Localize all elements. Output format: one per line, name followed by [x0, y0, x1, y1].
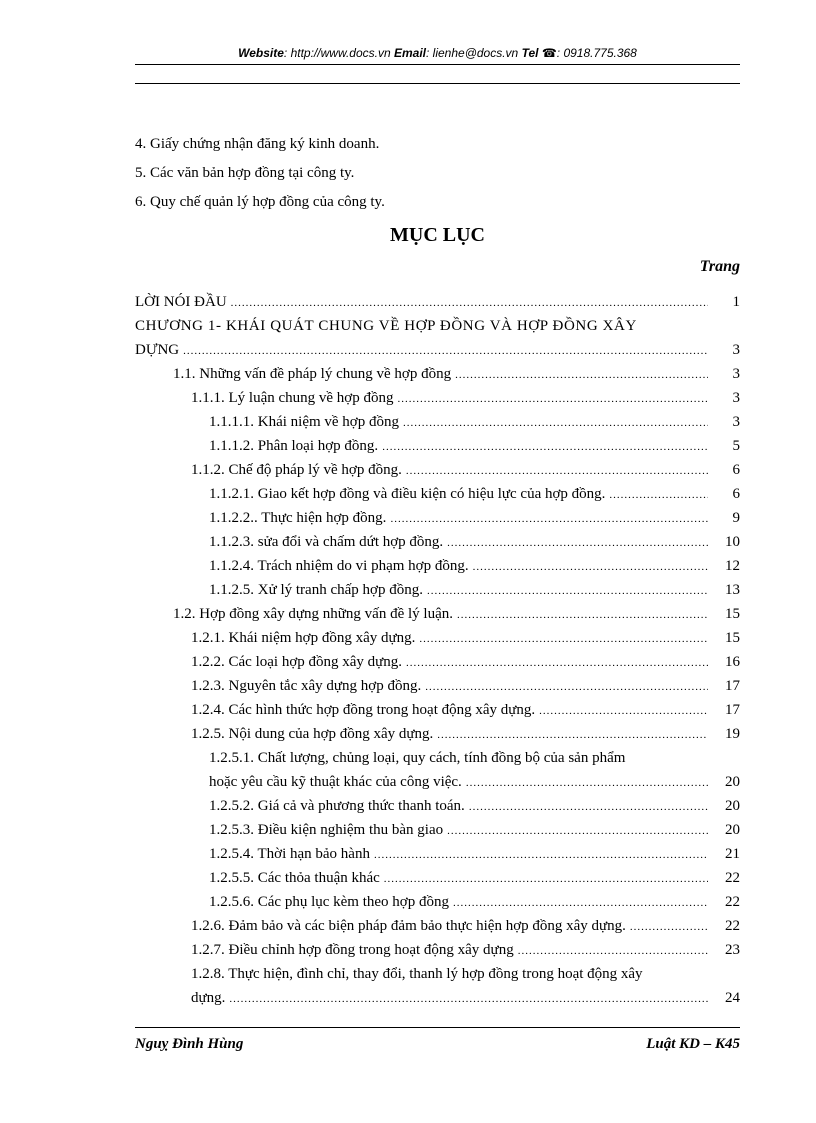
toc-entry — [135, 770, 740, 794]
toc-entry-page: 6 — [732, 462, 740, 478]
toc-entry-text: 1.1.2.3. sửa đổi và chấm dứt hợp đồng. — [209, 534, 444, 550]
toc-entry-page: 23 — [725, 942, 740, 958]
toc-entry-text: 1.1.2. Chế độ pháp lý về hợp đồng. — [191, 462, 402, 478]
toc-entry-text-line1: 1.2.5.1. Chất lượng, chủng loại, quy cách, tính đồng bộ của sản phẩm — [209, 750, 626, 766]
toc-entry-page: 16 — [725, 654, 740, 670]
page-footer — [135, 1036, 740, 1053]
toc-entry-text: 1.2. Hợp đồng xây dựng những vấn đề lý luận. — [173, 606, 453, 622]
toc-entry — [135, 986, 740, 1010]
toc-entry — [135, 722, 740, 746]
toc-leader — [406, 459, 708, 483]
toc-leader — [473, 555, 708, 579]
toc-entry-text: 1.1.1.2. Phân loại hợp đồng. — [209, 438, 379, 454]
toc-entry — [135, 434, 740, 458]
toc-entry-page: 20 — [725, 774, 740, 790]
toc-entry — [135, 554, 740, 578]
toc-leader — [374, 843, 708, 867]
toc-leader — [229, 987, 708, 1011]
toc-entry — [135, 818, 740, 842]
toc-entry-text-line1: 1.2.8. Thực hiện, đình chỉ, thay đổi, thanh lý hợp đồng trong hoạt động xây — [191, 966, 643, 982]
toc-entry-page: 15 — [725, 630, 740, 646]
toc-leader — [457, 603, 708, 627]
toc-entry-text: DỰNG — [135, 342, 180, 358]
toc-entry-page: 5 — [732, 438, 740, 454]
toc-entry-text: 1.2.1. Khái niệm hợp đồng xây dựng. — [191, 630, 416, 646]
toc-title: MỤC LỤC — [390, 224, 485, 246]
toc-entry-page: 3 — [732, 414, 740, 430]
tel-label: Tel — [521, 46, 539, 60]
toc-entry-text: hoặc yêu cầu kỹ thuật khác của công việc. — [209, 774, 462, 790]
toc-leader — [466, 771, 708, 795]
website-value: : http://www.docs.vn — [283, 46, 391, 60]
toc-entry-page: 17 — [725, 702, 740, 718]
toc-entry-text: 1.2.4. Các hình thức hợp đồng trong hoạt động xây dựng. — [191, 702, 536, 718]
toc-entry — [135, 530, 740, 554]
toc-page-column-label: Trang — [699, 258, 740, 275]
toc-entry-text: LỜI NÓI ĐẦU — [135, 294, 227, 310]
toc-entry — [135, 938, 740, 962]
toc-leader — [390, 507, 708, 531]
toc-leader — [539, 699, 708, 723]
toc-entry-text: 1.1.2.2.. Thực hiện hợp đồng. — [209, 510, 387, 526]
toc-entry — [135, 866, 740, 890]
reference-item: 4. Giấy chứng nhận đăng ký kinh doanh. — [135, 136, 380, 152]
toc-entry — [135, 914, 740, 938]
footer-class: Luật KD – K45 — [646, 1036, 740, 1052]
toc-entry-page: 9 — [732, 510, 740, 526]
toc-leader — [447, 531, 708, 555]
toc-leader — [403, 411, 708, 435]
toc-entry — [135, 842, 740, 866]
toc-entry — [135, 698, 740, 722]
toc-entry-page: 3 — [732, 390, 740, 406]
toc-leader — [427, 579, 708, 603]
toc-entry — [135, 338, 740, 362]
tel-value: : 0918.775.368 — [556, 46, 637, 60]
toc-leader — [455, 363, 708, 387]
toc-entry-text: 1.2.5.2. Giá cả và phương thức thanh toán. — [209, 798, 465, 814]
toc-leader — [609, 483, 708, 507]
phone-icon: ☎ — [541, 46, 557, 60]
toc-entry — [135, 290, 740, 314]
table-of-contents — [135, 290, 740, 1010]
toc-entry-page: 24 — [725, 990, 740, 1006]
toc-entry-text: 1.1.1. Lý luận chung về hợp đồng — [191, 390, 394, 406]
toc-leader — [384, 867, 708, 891]
toc-entry-page: 22 — [725, 870, 740, 886]
toc-leader — [437, 723, 708, 747]
reference-item: 5. Các văn bản hợp đồng tại công ty. — [135, 165, 355, 181]
toc-entry-page: 6 — [732, 486, 740, 502]
toc-entry-text: 1.1. Những vấn đề pháp lý chung về hợp đồng — [173, 366, 452, 382]
toc-entry-page: 12 — [725, 558, 740, 574]
toc-entry — [135, 458, 740, 482]
toc-entry-page: 3 — [732, 342, 740, 358]
footer-rule — [135, 1027, 740, 1028]
toc-entry-text-line1: CHƯƠNG 1- KHÁI QUÁT CHUNG VỀ HỢP ĐỒNG VÀ HỢP ĐỒNG XÂY — [135, 318, 637, 334]
toc-entry-page: 10 — [725, 534, 740, 550]
toc-entry — [135, 602, 740, 626]
toc-entry — [135, 506, 740, 530]
toc-entry — [135, 794, 740, 818]
toc-entry-text: 1.1.2.4. Trách nhiệm do vi phạm hợp đồng. — [209, 558, 469, 574]
toc-entry — [135, 890, 740, 914]
toc-leader — [630, 915, 708, 939]
toc-entry-text: 1.1.2.1. Giao kết hợp đồng và điều kiện có hiệu lực của hợp đồng. — [209, 486, 606, 502]
toc-leader — [518, 939, 708, 963]
toc-entry-text: 1.1.1.1. Khái niệm về hợp đồng — [209, 414, 399, 430]
email-value: : lienhe@docs.vn — [426, 46, 519, 60]
page-header — [135, 46, 740, 60]
toc-entry — [135, 386, 740, 410]
toc-entry — [135, 626, 740, 650]
toc-leader — [419, 627, 708, 651]
website-label: Website — [238, 46, 284, 60]
toc-leader — [183, 339, 708, 363]
toc-entry-text: 1.2.7. Điều chỉnh hợp đồng trong hoạt động xây dựng — [191, 942, 514, 958]
toc-entry-text: 1.2.5.5. Các thỏa thuận khác — [209, 870, 380, 886]
toc-entry — [135, 578, 740, 602]
toc-entry-page: 1 — [732, 294, 740, 310]
toc-entry-page: 20 — [725, 798, 740, 814]
toc-entry-text: 1.2.5. Nội dung của hợp đồng xây dựng. — [191, 726, 434, 742]
header-rule — [135, 64, 740, 65]
toc-entry — [135, 674, 740, 698]
toc-leader — [231, 291, 708, 315]
toc-entry — [135, 482, 740, 506]
toc-entry-text: 1.2.6. Đảm bảo và các biện pháp đảm bảo thực hiện hợp đồng xây dựng. — [191, 918, 626, 934]
toc-entry-page: 17 — [725, 678, 740, 694]
toc-entry-page: 20 — [725, 822, 740, 838]
toc-entry — [135, 362, 740, 386]
toc-entry — [135, 650, 740, 674]
toc-entry-text: 1.2.5.3. Điều kiện nghiệm thu bàn giao — [209, 822, 444, 838]
toc-entry-text: 1.2.2. Các loại hợp đồng xây dựng. — [191, 654, 403, 670]
footer-author: Nguỵ Đình Hùng — [135, 1036, 244, 1052]
toc-entry-text: 1.2.3. Nguyên tắc xây dựng hợp đồng. — [191, 678, 422, 694]
toc-leader — [382, 435, 708, 459]
toc-leader — [406, 651, 708, 675]
reference-item: 6. Quy chế quản lý hợp đồng của công ty. — [135, 194, 385, 210]
toc-entry-page: 22 — [725, 894, 740, 910]
toc-entry-page: 13 — [725, 582, 740, 598]
toc-entry-text: dựng. — [191, 990, 226, 1006]
toc-entry — [135, 410, 740, 434]
reference-list — [135, 130, 740, 217]
toc-entry-text: 1.2.5.6. Các phụ lục kèm theo hợp đồng — [209, 894, 449, 910]
toc-entry-page: 22 — [725, 918, 740, 934]
email-label: Email — [393, 46, 426, 60]
toc-leader — [425, 675, 708, 699]
toc-entry-text: 1.1.2.5. Xử lý tranh chấp hợp đồng. — [209, 582, 423, 598]
toc-entry-page: 21 — [725, 846, 740, 862]
toc-entry-page: 15 — [725, 606, 740, 622]
toc-leader — [453, 891, 708, 915]
header-rule-lower — [135, 83, 740, 84]
toc-entry-page: 3 — [732, 366, 740, 382]
toc-leader — [469, 795, 708, 819]
toc-leader — [398, 387, 709, 411]
toc-entry-text: 1.2.5.4. Thời hạn bảo hành — [209, 846, 370, 862]
toc-entry-page: 19 — [725, 726, 740, 742]
toc-leader — [447, 819, 708, 843]
